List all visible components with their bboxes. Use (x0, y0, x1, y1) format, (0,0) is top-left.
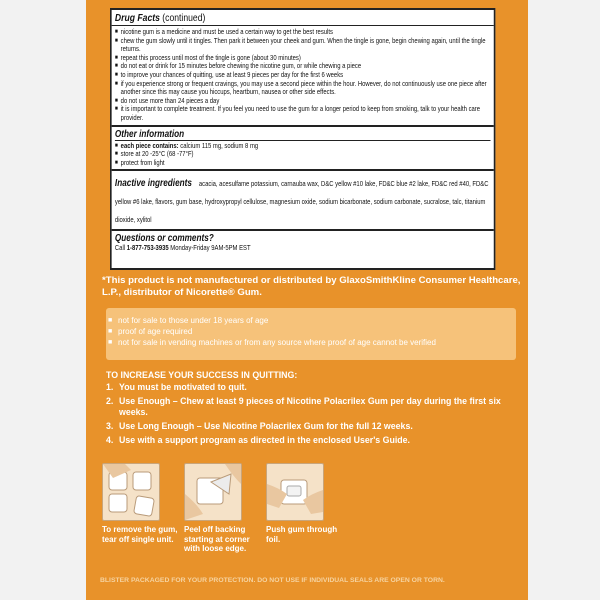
age-notice-box (106, 308, 516, 360)
direction-item: ■ to improve your chances of quitting, use at least 9 pieces per day for the first 6 weeks (115, 71, 491, 80)
drug-facts-panel (110, 8, 495, 270)
tip-item (106, 421, 506, 432)
call-prefix: Call (114, 243, 126, 253)
other-information-section (112, 125, 494, 170)
direction-item: ■ do not eat or drink for 15 minutes before chewing the nicotine gum, or while chewing a piece (115, 62, 491, 71)
tip-text: Use Enough – Chew at least 9 pieces of Nicotine Polacrilex Gum per day during the first six weeks. (119, 396, 501, 417)
product-box-back (86, 0, 528, 600)
tip-number: 4. (106, 435, 114, 445)
notice-item: ■ not for sale in vending machines or from any source where proof of age cannot be verified (106, 337, 516, 348)
tips-title: TO INCREASE YOUR SUCCESS IN QUITTING: (106, 370, 298, 380)
tip-number: 2. (106, 396, 114, 406)
drug-facts-heading: Drug Facts (114, 12, 160, 24)
store-item: ■ store at 20 -25°C (68 -77°F) (115, 150, 491, 159)
tip-number: 1. (106, 382, 114, 392)
drug-facts-title (112, 10, 494, 26)
phone-hours: Monday-Friday 9AM-5PM EST (170, 243, 251, 253)
tip-item (106, 396, 506, 418)
step-push-gum (266, 463, 346, 544)
questions-contact (115, 244, 491, 253)
push-illustration (266, 463, 324, 521)
direction-item: ■ if you experience strong or frequent cravings, you may use a second piece within the hour. However, do not continuously use one piece after another since this may cause you hiccups, heartburn, nausea or other side effects. (115, 80, 491, 97)
step-peel-backing (184, 463, 264, 554)
contains-value: calcium 115 mg, sodium 8 mg (180, 140, 259, 150)
inactive-ingredients-title: Inactive ingredients (114, 178, 192, 190)
step-tear-off (102, 463, 182, 544)
tips-list (106, 382, 506, 449)
phone-number: 1-877-753-3935 (126, 243, 169, 253)
step-caption: Peel off backing starting at corner with loose edge. (184, 525, 250, 553)
inactive-ingredients-section (112, 169, 494, 229)
push-gum-icon (267, 464, 323, 520)
peel-illustration (184, 463, 242, 521)
blister-warning-footer: BLISTER PACKAGED FOR YOUR PROTECTION. DO NOT USE IF INDIVIDUAL SEALS ARE OPEN OR TORN. (100, 577, 445, 584)
manufacturer-disclaimer: *This product is not manufactured or distributed by GlaxoSmithKline Consumer Healthcare, L.P., distributor of Nicorette® Gum. (102, 275, 521, 298)
tip-item (106, 435, 506, 446)
other-info-list (115, 140, 491, 168)
questions-title: Questions or comments? (114, 233, 214, 245)
tip-text: You must be motivated to quit. (119, 382, 247, 392)
drug-facts-continued: (continued) (162, 12, 206, 24)
tip-number: 3. (106, 421, 114, 431)
inactive-ingredients-text: acacia, acesulfame potassium, carnauba wax, D&C yellow #10 lake, FD&C blue #2 lake, FD&C red #40, FD&C yellow #6 lake, flavors, gum base, hydroxypropyl cellulose, magnesium oxide, sodium bicarbonate, sodium carbonate, sucralose, talc, titanium dioxide, xylitol (114, 179, 489, 225)
tip-text: Use Long Enough – Use Nicotine Polacrilex Gum for the full 12 weeks. (119, 421, 413, 431)
questions-section (112, 229, 494, 255)
blister-tear-icon (103, 464, 159, 520)
tip-text: Use with a support program as directed in the enclosed User's Guide. (119, 435, 410, 445)
direction-item: ■ it is important to complete treatment. If you feel you need to use the gum for a longer period to keep from smoking, talk to your health care provider. (115, 105, 491, 122)
other-information-title: Other information (114, 128, 185, 140)
directions-list (112, 26, 494, 125)
direction-item: ■ chew the gum slowly until it tingles. Then park it between your cheek and gum. When the tingle is gone, begin chewing again, until the tingle returns. (115, 37, 491, 54)
direction-item: ■ repeat this process until most of the tingle is gone (about 30 minutes) (115, 54, 491, 63)
step-caption: Push gum through foil. (266, 525, 338, 544)
notice-item: ■ not for sale to those under 18 years of age (106, 315, 516, 326)
step-caption: To remove the gum, tear off single unit. (102, 525, 178, 544)
notice-item: ■ proof of age required (106, 326, 516, 337)
direction-item: ■ do not use more than 24 pieces a day (115, 97, 491, 106)
protect-item: ■ protect from light (115, 159, 491, 168)
contains-label: each piece contains: (120, 140, 179, 150)
tip-item (106, 382, 506, 393)
direction-item: ■ nicotine gum is a medicine and must be used a certain way to get the best results (115, 28, 491, 37)
peel-backing-icon (185, 464, 241, 520)
tear-off-illustration (102, 463, 160, 521)
